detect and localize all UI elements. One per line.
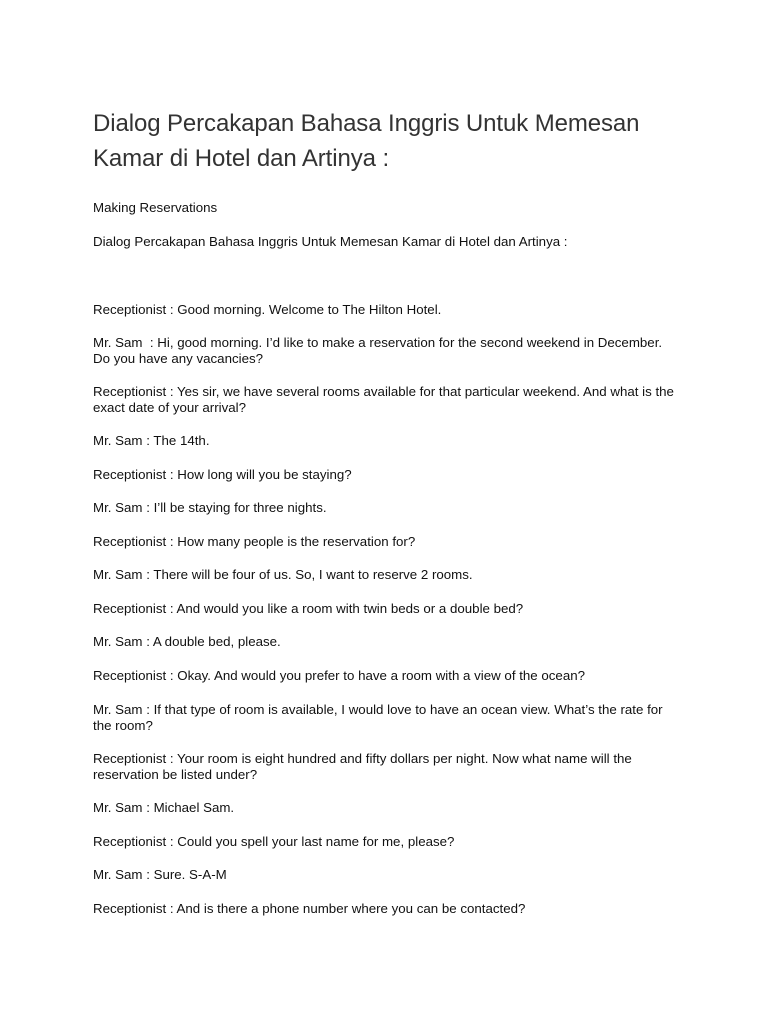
document-title: Dialog Percakapan Bahasa Inggris Untuk Memesan Kamar di Hotel dan Artinya : bbox=[93, 110, 640, 172]
dialog-line: Mr. Sam : The 14th. bbox=[93, 433, 210, 448]
dialog-line: Mr. Sam : Sure. S-A-M bbox=[93, 867, 227, 882]
dialog-line: Receptionist : How long will you be staying? bbox=[93, 467, 352, 482]
dialog-line: Mr. Sam : If that type of room is available, I would love to have an ocean view. What’s the rate for the room? bbox=[93, 702, 667, 733]
intro-line: Dialog Percakapan Bahasa Inggris Untuk Memesan Kamar di Hotel dan Artinya : bbox=[93, 234, 568, 249]
dialog-line: Receptionist : Good morning. Welcome to The Hilton Hotel. bbox=[93, 302, 442, 317]
dialog-line: Receptionist : And would you like a room with twin beds or a double bed? bbox=[93, 601, 524, 616]
dialog-line: Mr. Sam : A double bed, please. bbox=[93, 634, 281, 649]
dialog-line: Receptionist : Your room is eight hundred and fifty dollars per night. Now what name will the reservation be listed under? bbox=[93, 751, 636, 782]
dialog-line: Mr. Sam : I’ll be staying for three nights. bbox=[93, 500, 327, 515]
dialog-line: Receptionist : How many people is the reservation for? bbox=[93, 534, 416, 549]
section-subheading: Making Reservations bbox=[93, 200, 218, 215]
dialog-line: Mr. Sam : There will be four of us. So, I want to reserve 2 rooms. bbox=[93, 567, 473, 582]
dialog-line: Receptionist : Yes sir, we have several rooms available for that particular weekend. And what is the exact date of your arrival? bbox=[93, 384, 678, 415]
dialog-line: Receptionist : Okay. And would you prefer to have a room with a view of the ocean? bbox=[93, 668, 586, 683]
dialog-line: Mr. Sam : Michael Sam. bbox=[93, 800, 235, 815]
dialog-line: Mr. Sam : Hi, good morning. I’d like to make a reservation for the second weekend in December. Do you have any vacancies? bbox=[93, 335, 666, 366]
dialog-line: Receptionist : Could you spell your last name for me, please? bbox=[93, 834, 455, 849]
dialog-line: Receptionist : And is there a phone number where you can be contacted? bbox=[93, 901, 526, 916]
